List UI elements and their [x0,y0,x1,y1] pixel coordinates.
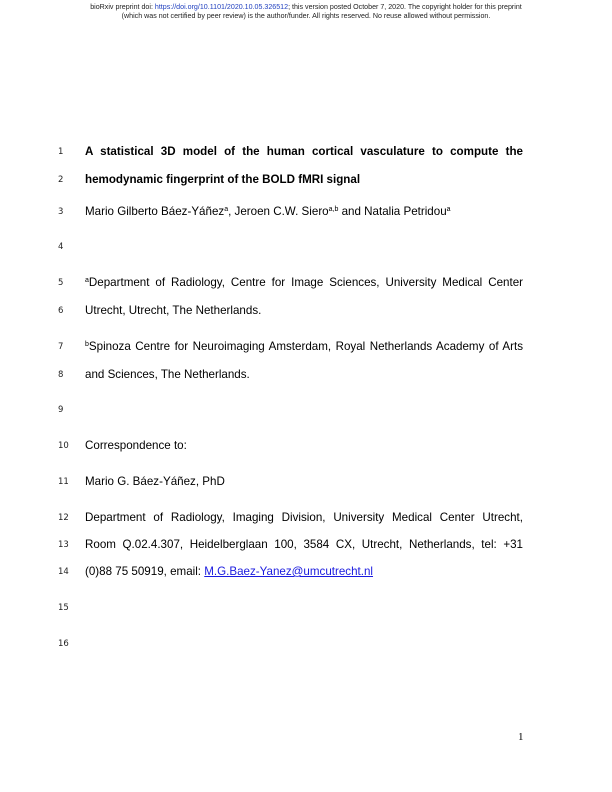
correspondence-address-line-1: Department of Radiology, Imaging Division, University Medical Center Utrecht, [85,511,523,524]
line-number: 5 [58,278,64,288]
author-affiliation-mark: a [446,206,451,213]
manuscript-line-8 [0,367,612,383]
manuscript-line-1 [0,144,612,160]
preprint-header [0,3,612,21]
correspondence-heading: Correspondence to: [85,439,187,452]
header-line-2: (which was not certified by peer review) is the author/funder. All rights reserved. No reuse allowed without permission. [121,12,491,20]
manuscript-line-13 [0,537,612,553]
line-number: 15 [58,603,69,613]
manuscript-line-5 [0,275,612,291]
correspondence-contact: (0)88 75 50919, email: M.G.Baez-Yanez@umcutrecht.nl [85,565,374,578]
author-name: Mario Gilberto Báez-Yáñez [85,205,225,218]
manuscript-line-4 [0,239,612,255]
line-number: 2 [58,175,64,185]
author-name: Jeroen C.W. Siero [234,205,329,218]
author-name: Natalia Petridou [364,205,447,218]
line-number: 10 [58,441,69,451]
doi-link[interactable]: https://doi.org/10.1101/2020.10.05.326512 [154,3,289,11]
line-number: 12 [58,513,69,523]
author-list: Mario Gilberto Báez-Yáñez$^a$, Jeroen C.W. Siero$^{a,b}$ and Natalia Petridou$^a$ [85,205,451,218]
affiliation-b-line-2: and Sciences, The Netherlands. [85,368,250,381]
title-line-1: A statistical 3D model of the human cortical vasculature to compute the [85,145,523,158]
manuscript-line-2 [0,172,612,188]
manuscript-line-12 [0,510,612,526]
correspondence-address-line-2: Room Q.02.4.307, Heidelberglaan 100, 3584 CX, Utrecht, Netherlands, tel: +31 [85,538,523,551]
line-number: 4 [58,242,64,252]
correspondence-name: Mario G. Báez-Yáñez, PhD [85,475,225,488]
affiliation-b-line-1: $^b$Spinoza Centre for Neuroimaging Amsterdam, Royal Netherlands Academy of Arts [85,340,523,353]
line-number: 7 [58,342,64,352]
author-affiliation-mark: a,b [328,206,339,213]
manuscript-line-11 [0,474,612,490]
line-number: 14 [58,567,69,577]
manuscript-line-16 [0,636,612,652]
manuscript-line-6 [0,303,612,319]
manuscript-line-10 [0,438,612,454]
line-number: 1 [58,147,64,157]
line-number: 13 [58,540,69,550]
line-number: 6 [58,306,64,316]
email-link[interactable]: M.G.Baez-Yanez@umcutrecht.nl [204,565,374,578]
author-affiliation-mark: a [224,206,229,213]
line-number: 8 [58,370,64,380]
manuscript-line-7 [0,339,612,355]
affiliation-a-line-1: $^a$Department of Radiology, Centre for Image Sciences, University Medical Center [85,276,523,289]
line-number: 3 [58,207,64,217]
page-number: 1 [518,731,524,743]
line-number: 11 [58,477,69,487]
header-line-1: bioRxiv preprint doi: https://doi.org/10.1101/2020.10.05.326512; this version posted October 7, 2020. The copyright holder for this preprint [90,3,522,11]
manuscript-line-15 [0,600,612,616]
affiliation-a-line-2: Utrecht, Utrecht, The Netherlands. [85,304,262,317]
manuscript-line-3 [0,204,612,220]
title-line-2: hemodynamic fingerprint of the BOLD fMRI signal [85,173,361,186]
manuscript-line-14 [0,564,612,580]
line-number: 16 [58,639,69,649]
line-number: 9 [58,405,64,415]
manuscript-line-9 [0,402,612,418]
